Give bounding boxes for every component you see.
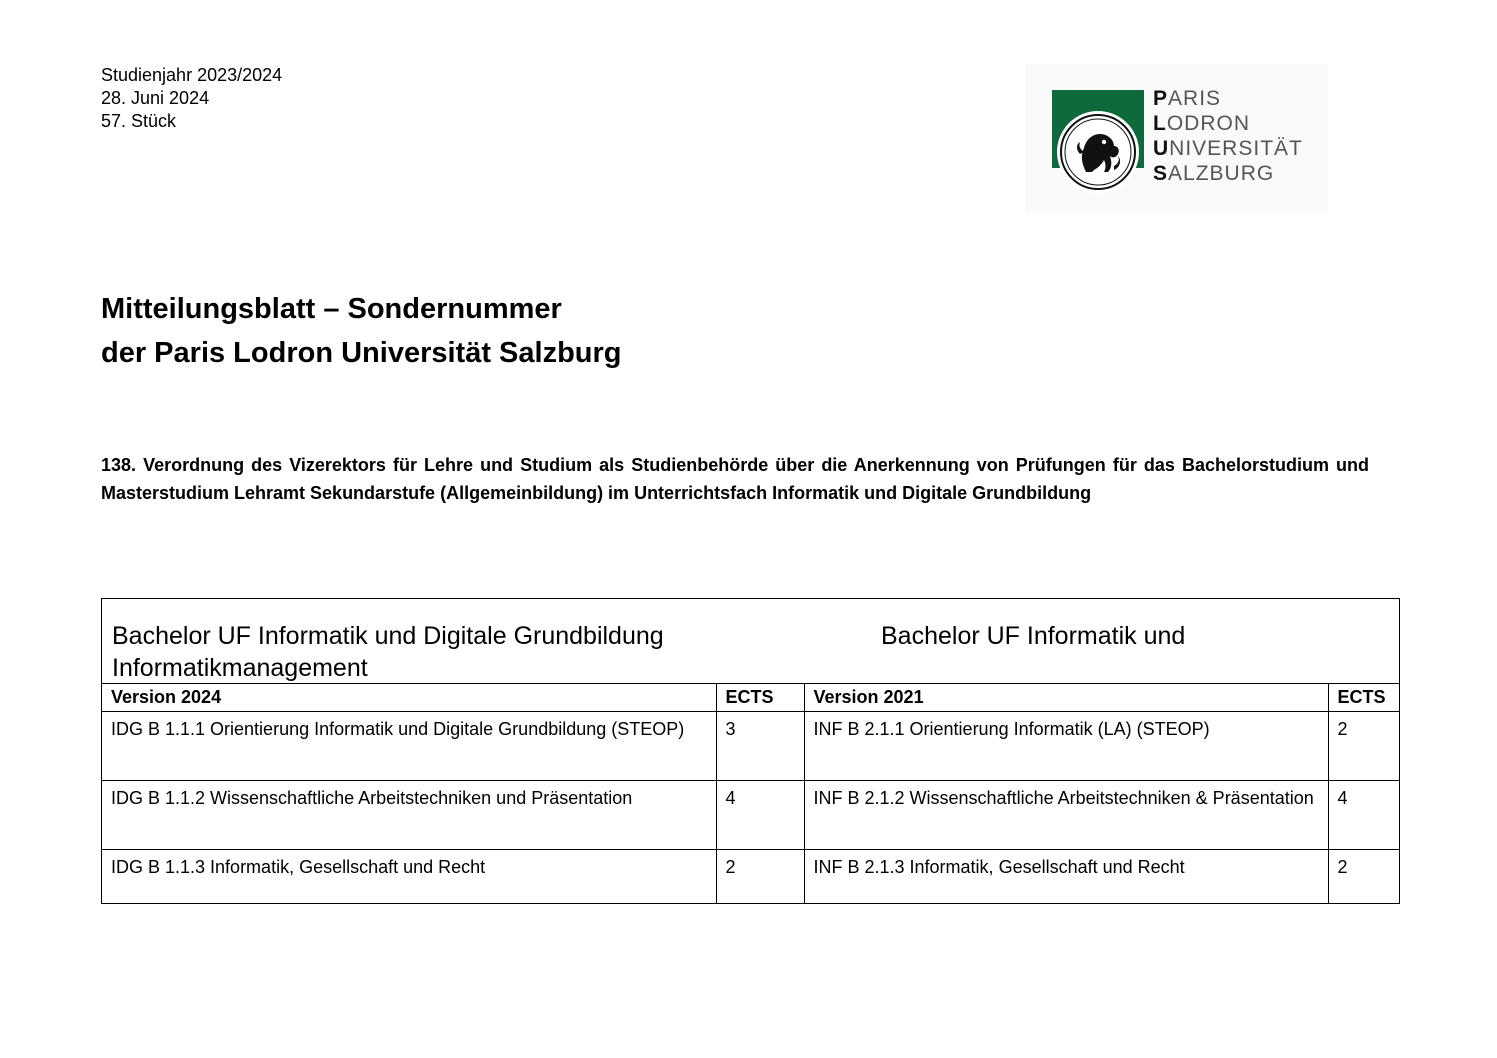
ects-2021: 2 <box>1328 850 1399 904</box>
page-title <box>101 287 622 375</box>
regulation-heading: 138. Verordnung des Vizerektors für Lehre und Studium als Studienbehörde über die Anerkennung von Prüfungen für das Bachelorstudium und Masterstudium Lehramt Sekundarstufe (Allgemeinbildung) im Unterrichtsfach Informatik und Digitale Grundbildung <box>101 455 1369 503</box>
caption-right: Bachelor UF Informatik und <box>881 622 1186 650</box>
course-2021: INF B 2.1.3 Informatik, Gesellschaft und Recht <box>804 850 1328 904</box>
course-table <box>102 683 1399 903</box>
issue-number: 57. Stück <box>101 111 177 131</box>
course-2024: IDG B 1.1.2 Wissenschaftliche Arbeitstechniken und Präsentation <box>102 781 716 850</box>
ects-2021: 4 <box>1328 781 1399 850</box>
title-line-1: Mitteilungsblatt – Sondernummer <box>101 293 562 325</box>
ects-2024: 3 <box>716 712 804 781</box>
caption-left: Bachelor UF Informatik und Digitale Grundbildung <box>112 622 664 650</box>
table-row <box>102 712 1399 781</box>
header-ects-old: ECTS <box>1328 684 1399 712</box>
ects-2021: 2 <box>1328 712 1399 781</box>
course-2021: INF B 2.1.2 Wissenschaftliche Arbeitstechniken & Präsentation <box>804 781 1328 850</box>
document-header <box>101 64 282 133</box>
lion-seal-icon <box>1056 110 1140 194</box>
ects-2024: 4 <box>716 781 804 850</box>
header-ects-new: ECTS <box>716 684 804 712</box>
title-line-2: der Paris Lodron Universität Salzburg <box>101 337 622 369</box>
caption-continuation: Informatikmanagement <box>112 654 368 682</box>
course-2024: IDG B 1.1.3 Informatik, Gesellschaft und Recht <box>102 850 716 904</box>
header-version-2021: Version 2021 <box>804 684 1328 712</box>
course-2024: IDG B 1.1.1 Orientierung Informatik und Digitale Grundbildung (STEOP) <box>102 712 716 781</box>
table-header-row <box>102 684 1399 712</box>
recognition-table <box>101 598 1400 904</box>
header-version-2024: Version 2024 <box>102 684 716 712</box>
table-row <box>102 850 1399 904</box>
issue-date: 28. Juni 2024 <box>101 88 210 108</box>
logo-wordmark: PARIS LODRON UNIVERSITÄT SALZBURG <box>1153 87 1303 185</box>
table-row <box>102 781 1399 850</box>
university-logo <box>1026 64 1328 212</box>
ects-2024: 2 <box>716 850 804 904</box>
table-caption <box>102 599 1399 683</box>
course-2021: INF B 2.1.1 Orientierung Informatik (LA) (STEOP) <box>804 712 1328 781</box>
academic-year: Studienjahr 2023/2024 <box>101 65 283 85</box>
